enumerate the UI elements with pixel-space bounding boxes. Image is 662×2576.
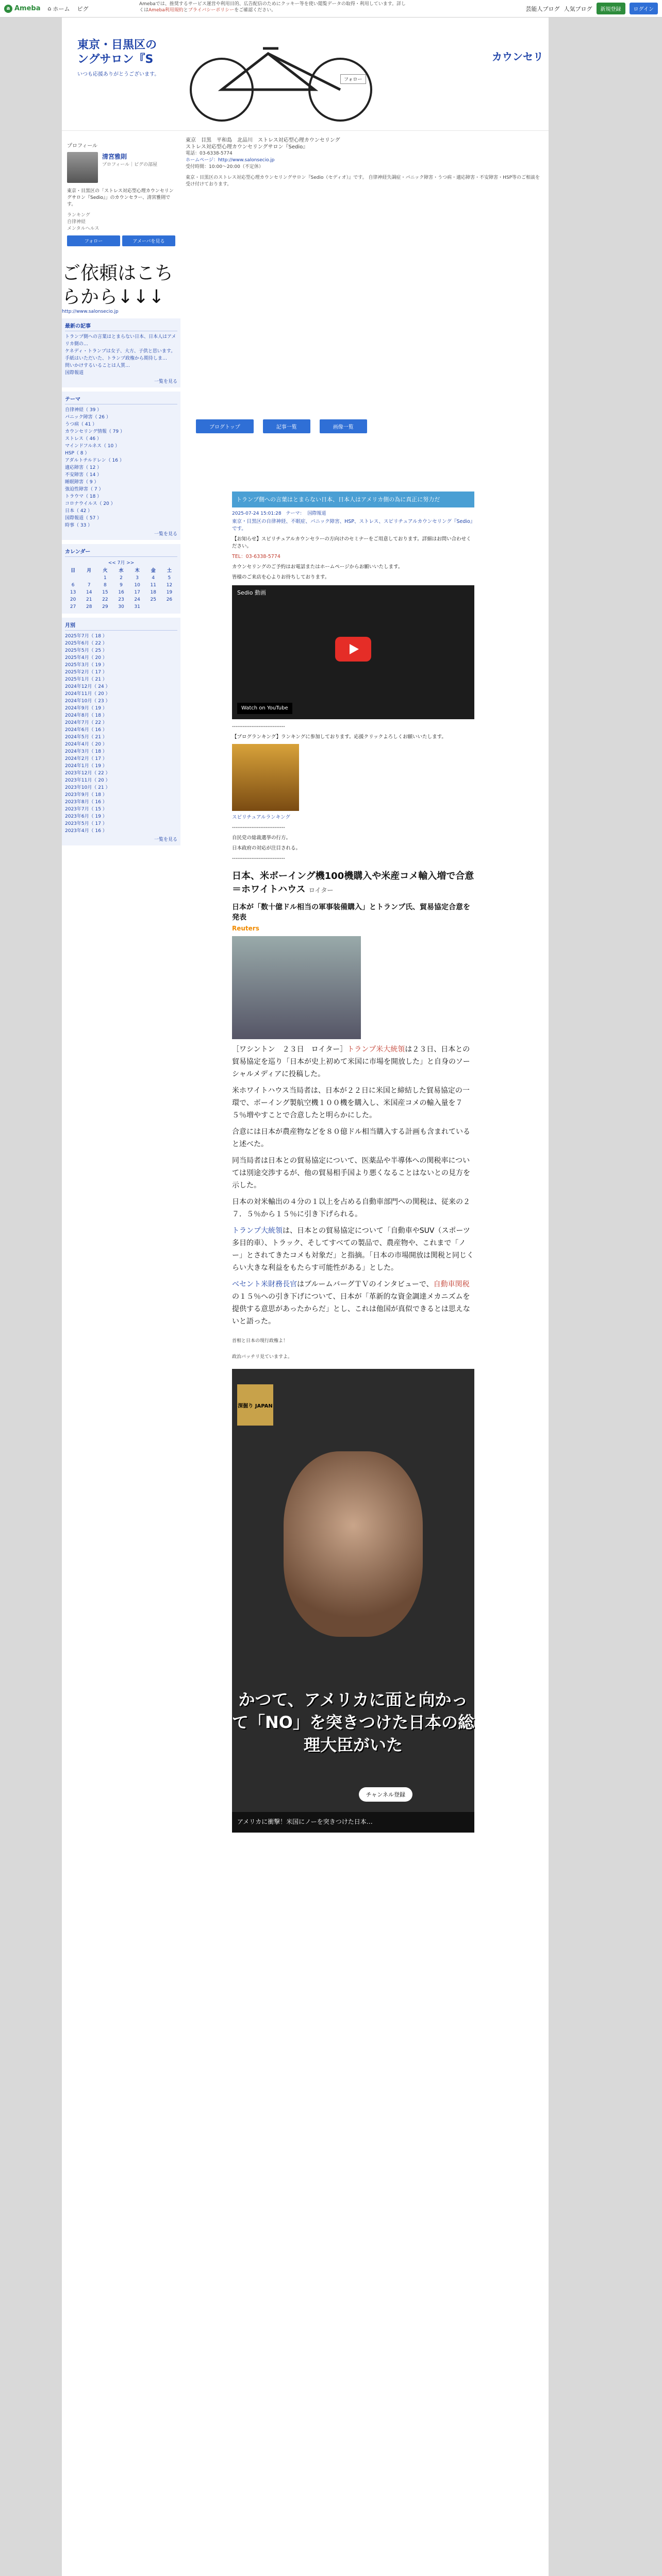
video-title: Sedio 動画 xyxy=(237,589,267,596)
bessent-link[interactable]: ベセント米財務長官 xyxy=(232,1280,297,1289)
archive-item[interactable]: 2023年9月（ 18 ） xyxy=(65,792,107,798)
archive-item[interactable]: 2024年3月（ 18 ） xyxy=(65,749,107,754)
calendar-day[interactable]: 25 xyxy=(150,597,156,602)
article-body xyxy=(232,518,474,862)
calendar-day[interactable]: 2 xyxy=(120,575,123,581)
archive-item[interactable]: 2024年6月（ 16 ） xyxy=(65,727,107,733)
article-small: 自民党の総裁選挙の行方。 xyxy=(232,835,291,841)
calendar-title: カレンダー xyxy=(65,547,177,557)
article xyxy=(232,492,474,1833)
ranking-link[interactable]: スピリチュアルランキング xyxy=(232,815,290,820)
theme-item[interactable]: うつ病（ 41 ） xyxy=(65,422,97,427)
info-line: ストレス対応型心理カウンセリングサロン『Sedio』 xyxy=(186,144,308,150)
theme-title: テーマ xyxy=(65,395,177,404)
theme-item[interactable]: ストレス（ 46 ） xyxy=(65,436,102,442)
article-small: 政治バッチリ見ていますよ。 xyxy=(232,1354,293,1360)
calendar-day[interactable]: 20 xyxy=(70,597,76,602)
request-url[interactable]: http://www.salonsecio.jp xyxy=(62,309,119,314)
profile-box xyxy=(62,136,180,251)
nav-popular[interactable]: 人気ブログ xyxy=(564,5,592,12)
profile-sub[interactable]: プロフィール｜ピグの部屋 xyxy=(102,162,158,167)
calendar-day[interactable]: 30 xyxy=(118,604,124,609)
news-paragraph: 同当局者は日本との貿易協定について、医薬品や半導体への関税率については別途交渉するが、他の貿易相手国より悪くなることはないとの見方を示した。 xyxy=(232,1157,470,1190)
nav-home[interactable]: ⌂ ホーム xyxy=(47,5,70,12)
video-caption: かつて、アメリカに面と向かって「NO」を突きつけた日本の総理大臣がいた xyxy=(232,1690,474,1755)
privacy-link[interactable]: プライバシーポリシー xyxy=(188,8,235,13)
menu-image-list[interactable]: 画像一覧 xyxy=(320,419,367,433)
news-paragraph: ベセント米財務長官はブルームバーグＴＶのインタビューで、自動車関税の１５％への引き下げについて、日本が「革新的な資金調達メカニズムを提供する意思があったからだ」とし、これは他国が真似できるとは思えないと語った。 xyxy=(232,1280,470,1326)
calendar-day[interactable]: 27 xyxy=(70,604,76,609)
archive-item[interactable]: 2024年4月（ 20 ） xyxy=(65,742,107,747)
nav-pigg[interactable]: ピグ xyxy=(77,5,89,12)
theme-item[interactable]: 時事（ 33 ） xyxy=(65,523,93,528)
recent-post-item[interactable]: 国際報道 xyxy=(65,370,84,376)
channel-badge: 深掘り JAPAN xyxy=(237,1384,273,1426)
info-phone: 電話：03-6338-5774 xyxy=(186,151,233,156)
auto-tariff-link[interactable]: 自動車関税 xyxy=(433,1280,470,1289)
video-footer-title[interactable]: アメリカに衝撃！米国にノーを突きつけた日本… xyxy=(232,1812,474,1833)
login-button[interactable]: ログイン xyxy=(630,3,658,14)
article-date: 2025-07-24 15:01:28 xyxy=(232,511,282,516)
weekday-label: 水 xyxy=(119,568,124,573)
theme-item[interactable]: 不安障害（ 14 ） xyxy=(65,472,102,478)
subscribe-button[interactable]: チャンネル登録 xyxy=(359,1787,412,1802)
recent-post-item[interactable]: トランプ側への言葉はとまらない日本、日本人はアメリカ側の… xyxy=(65,334,176,347)
theme-item[interactable]: アダルトチルドレン（ 16 ） xyxy=(65,458,124,463)
menu-article-list[interactable]: 記事一覧 xyxy=(263,419,310,433)
calendar-month[interactable]: << 7月 >> xyxy=(108,561,135,566)
blog-title-right: カウンセリ xyxy=(492,50,543,63)
recent-posts xyxy=(62,318,180,387)
calendar-day[interactable]: 12 xyxy=(166,583,173,588)
theme-item[interactable]: 日本（ 42 ） xyxy=(65,509,93,514)
article-small: 日本政府の対応が注目される。 xyxy=(232,845,301,851)
archive-item[interactable]: 2023年5月（ 17 ） xyxy=(65,821,107,826)
youtube-embed[interactable] xyxy=(232,585,474,719)
archive-item[interactable]: 2025年2月（ 17 ） xyxy=(65,670,107,675)
blog-info xyxy=(186,137,541,188)
theme-item[interactable]: 国際報道（ 57 ） xyxy=(65,516,102,521)
theme-item[interactable]: コロナウイルス（ 20 ） xyxy=(65,501,115,506)
more-link[interactable]: 一覧を見る xyxy=(154,532,177,537)
youtube-embed-2[interactable] xyxy=(232,1369,474,1833)
archive-item[interactable]: 2024年2月（ 17 ） xyxy=(65,756,107,761)
ranking-text: 【ブログランキング】ランキングに参加しております。応援クリックよろしくお願いいたします。 xyxy=(232,734,446,740)
article-divider: ------------------------------ xyxy=(232,856,285,861)
article-theme[interactable]: 国際報道 xyxy=(307,511,326,516)
calendar-day[interactable]: 24 xyxy=(134,597,140,602)
calendar-day[interactable]: 4 xyxy=(152,575,155,581)
calendar-day[interactable]: 18 xyxy=(150,590,156,595)
calendar-day xyxy=(81,574,97,582)
archive-item[interactable]: 2024年11月（ 20 ） xyxy=(65,691,110,697)
reuters-logo: Reuters xyxy=(232,925,259,932)
info-hours: 受付時間：10:00〜20:00（不定休） xyxy=(186,164,263,170)
profile-bio: 東京・目黒区の「ストレス対応型心理カウンセリングサロン『Sedio』」のカウンセラー、清宮雅則です。 xyxy=(67,189,174,207)
calendar xyxy=(62,544,180,614)
calendar-day[interactable]: 10 xyxy=(134,583,140,588)
calendar-day xyxy=(161,603,177,611)
theme-list xyxy=(62,392,180,540)
info-line: 東京 目黒 平和島 北品川 ストレス対応型心理カウンセリング xyxy=(186,138,340,143)
calendar-day[interactable]: 11 xyxy=(150,583,156,588)
profile-name[interactable]: 清宮雅則 xyxy=(102,153,127,160)
header-follow-button[interactable]: フォロー xyxy=(340,74,366,84)
archive-item[interactable]: 2023年4月（ 16 ） xyxy=(65,828,107,834)
article-paragraph: 皆様のご来店を心よりお待ちしております。 xyxy=(232,574,330,580)
info-body: 東京・目黒区のストレス対応型心理カウンセリングサロン『Sedio（セディオ）』です。 自律神経失調症・パニック障害・うつ病・適応障害・不安障害・HSP等のご相談を受け付けております。 xyxy=(186,175,540,187)
calendar-day[interactable]: 7 xyxy=(87,583,91,588)
calendar-day xyxy=(65,574,81,582)
theme-item[interactable]: 強迫性障害（ 7 ） xyxy=(65,487,104,492)
news-paragraph: 日本の対米輸出の４分の１以上を占める自動車部門への関税は、従来の２７．５％から１５％に引き下げられる。 xyxy=(232,1198,470,1218)
ranking-item[interactable]: メンタルヘルス xyxy=(67,226,100,231)
archive-item[interactable]: 2025年4月（ 20 ） xyxy=(65,655,107,660)
ranking-item[interactable]: 自律神経 xyxy=(67,219,86,225)
calendar-day[interactable]: 26 xyxy=(166,597,173,602)
blog-menu xyxy=(196,419,367,433)
topbar-nav xyxy=(48,5,89,13)
blog-page xyxy=(62,18,549,2576)
theme-item[interactable]: パニック障害（ 26 ） xyxy=(65,415,111,420)
calendar-day[interactable]: 15 xyxy=(102,590,108,595)
topbar-right xyxy=(526,3,658,14)
news-paragraph: 合意には日本が農産物などを８０億ドル相当購入する計画も含まれていると述べた。 xyxy=(232,1128,470,1148)
calendar-day[interactable]: 6 xyxy=(71,583,75,588)
recent-post-item[interactable]: 問いかけするいることは人質… xyxy=(65,363,130,368)
archive-item[interactable]: 2024年10月（ 23 ） xyxy=(65,699,110,704)
theme-label: テーマ： xyxy=(286,511,305,516)
nav-celebrity[interactable]: 芸能人ブログ xyxy=(525,5,560,12)
news-embed xyxy=(232,870,474,1833)
archive-item[interactable]: 2024年12月（ 24 ） xyxy=(65,684,110,689)
calendar-day xyxy=(145,603,161,611)
calendar-day[interactable]: 8 xyxy=(103,583,107,588)
blog-title[interactable]: 東京・目黒区の ングサロン『S xyxy=(77,39,157,66)
ameba-logo[interactable] xyxy=(4,5,41,13)
trump-link[interactable]: トランプ米大統領 xyxy=(347,1045,405,1054)
archive-item[interactable]: 2023年12月（ 22 ） xyxy=(65,771,110,776)
ameba-view-button[interactable]: アメーバを見る xyxy=(122,235,175,246)
archive-item[interactable]: 2024年7月（ 22 ） xyxy=(65,720,107,725)
recent-post-item[interactable]: ケネディ・トランプは女子、大方、子供と思います。 xyxy=(65,349,176,354)
sidebar xyxy=(62,136,180,850)
article-intro: 東京・目黒区の自律神経、不眠症、パニック障害、HSP、ストレス、スピリチュアルカウンセリング『Sedio』です。 xyxy=(232,519,473,532)
archive-title: 月別 xyxy=(65,621,177,631)
trump-link[interactable]: トランプ大統領 xyxy=(232,1227,283,1235)
recent-posts-title: 最新の記事 xyxy=(65,321,177,331)
article-divider: ------------------------------ xyxy=(232,724,285,730)
article-paragraph: 【お知らせ】スピリチュアルカウンセラーの方向けのセミナーをご用意しております。詳細はお問い合わせください。 xyxy=(232,536,471,549)
calendar-day[interactable]: 17 xyxy=(134,590,140,595)
theme-item[interactable]: マインドフルネス（ 10 ） xyxy=(65,444,120,449)
calendar-day[interactable]: 14 xyxy=(86,590,92,595)
archive-item[interactable]: 2025年6月（ 22 ） xyxy=(65,641,107,646)
theme-item[interactable]: HSP（ 8 ） xyxy=(65,451,90,456)
news-title[interactable]: 日本、米ボーイング機100機購入や米産コメ輸入増で合意＝ホワイトハウス ロイター xyxy=(232,871,474,895)
news-paragraph: ［ワシントン ２３日 ロイター］トランプ米大統領は２３日、日本との貿易協定を巡り「日本が史上初めて米国に市場を開放した」と自身のソーシャルメディアに投稿した。 xyxy=(232,1045,470,1078)
article-tel: TEL：03-6338-5774 xyxy=(232,554,280,560)
blog-description: いつも応援ありがとうございます。 xyxy=(77,72,160,77)
video-thumbnail-face xyxy=(284,1451,423,1637)
request-banner[interactable]: ご依頼はこち らから↓↓↓ xyxy=(62,263,174,308)
play-icon[interactable] xyxy=(335,637,371,662)
archive-item[interactable]: 2024年5月（ 21 ） xyxy=(65,735,107,740)
ranking-banner-image[interactable] xyxy=(232,744,299,811)
news-paragraph: トランプ大統領は、日本との貿易協定について「自動車やSUV（スポーツ多目的車）、トラック、そしてすべての製品で、農産物や、これまで「ノー」とされてきたコメも対象だ」と指摘。「日本の市場開放は関税と同じくらい大きな利益をもたらす可能性がある」とした。 xyxy=(232,1227,474,1272)
calendar-day[interactable]: 22 xyxy=(102,597,108,602)
profile-heading: プロフィール xyxy=(67,143,97,149)
menu-blog-top[interactable]: ブログトップ xyxy=(196,419,254,433)
ameba-logo-text: Ameba xyxy=(14,5,41,12)
archive-item[interactable]: 2024年9月（ 19 ） xyxy=(65,706,107,711)
blog-header xyxy=(62,18,549,131)
archive-item[interactable]: 2025年1月（ 21 ） xyxy=(65,677,107,682)
weekday-label: 土 xyxy=(167,568,172,573)
recent-post-item[interactable]: 手紙はいただいた、トランプ政権から期待しま… xyxy=(65,356,168,361)
theme-item[interactable]: 自律神経（ 39 ） xyxy=(65,408,102,413)
home-icon: ⌂ xyxy=(47,5,52,12)
archive-item[interactable]: 2025年5月（ 25 ） xyxy=(65,648,107,653)
signup-button[interactable]: 新規登録 xyxy=(597,3,625,14)
cookie-notice: Amebaでは、推奨するサービス運営や利用目的、広告配信のためにクッキー等を使い閲覧データの取得・利用しています。詳しくはAmeba利用規約とプライバシーポリシーをご確認ください。 xyxy=(139,2,406,13)
weekday-label: 金 xyxy=(151,568,156,573)
calendar-day[interactable]: 19 xyxy=(166,590,173,595)
ameba-logo-icon: a xyxy=(4,5,12,13)
news-subtitle[interactable]: 日本が「数十億ドル相当の軍事装備購入」とトランプ氏、貿易協定合意を発表 xyxy=(232,903,470,922)
weekday-label: 日 xyxy=(71,568,76,573)
calendar-day[interactable]: 9 xyxy=(120,583,123,588)
archive-list xyxy=(62,618,180,845)
avatar[interactable] xyxy=(67,152,98,183)
calendar-day[interactable]: 3 xyxy=(136,575,139,581)
archive-item[interactable]: 2024年8月（ 18 ） xyxy=(65,713,107,718)
archive-item[interactable]: 2023年10月（ 21 ） xyxy=(65,785,110,790)
calendar-day[interactable]: 21 xyxy=(86,597,92,602)
weekday-label: 月 xyxy=(87,568,92,573)
archive-item[interactable]: 2025年3月（ 19 ） xyxy=(65,663,107,668)
archive-item[interactable]: 2023年8月（ 16 ） xyxy=(65,800,107,805)
info-homepage[interactable]: ホームページ：http://www.salonsecio.jp xyxy=(186,158,275,163)
archive-item[interactable]: 2023年11月（ 20 ） xyxy=(65,778,110,783)
news-photo xyxy=(232,936,361,1039)
more-link[interactable]: 一覧を見る xyxy=(154,379,177,384)
article-small: 首相と日本の現行政権よ！ xyxy=(232,1338,288,1344)
terms-link[interactable]: Ameba利用規約 xyxy=(148,8,184,13)
watch-on-youtube[interactable]: Watch on YouTube xyxy=(237,703,292,714)
calendar-day[interactable]: 31 xyxy=(134,604,140,609)
theme-item[interactable]: トラウマ（ 18 ） xyxy=(65,494,102,499)
calendar-day[interactable]: 29 xyxy=(102,604,108,609)
calendar-day[interactable]: 28 xyxy=(86,604,92,609)
calendar-table xyxy=(65,566,177,611)
article-paragraph: カウンセリングのご予約はお電話またはホームページからお願いいたします。 xyxy=(232,564,403,570)
archive-item[interactable]: 2024年1月（ 19 ） xyxy=(65,764,107,769)
news-paragraph: 米ホワイトハウス当局者は、日本が２２日に米国と締結した貿易協定の一環で、ボーイング製航空機１００機を購入し、米国産コメの輸入量を７５％増やすことで合意したと明らかにした。 xyxy=(232,1087,470,1120)
more-link[interactable]: 一覧を見る xyxy=(154,837,177,842)
ranking-label: ランキング xyxy=(67,213,90,218)
calendar-day[interactable]: 13 xyxy=(70,590,76,595)
archive-item[interactable]: 2023年7月（ 15 ） xyxy=(65,807,107,812)
calendar-day[interactable]: 1 xyxy=(103,575,107,581)
theme-item[interactable]: 適応障害（ 12 ） xyxy=(65,465,102,470)
archive-item[interactable]: 2023年6月（ 19 ） xyxy=(65,814,107,819)
theme-item[interactable]: カウンセリング情報（ 79 ） xyxy=(65,429,125,434)
weekday-label: 火 xyxy=(103,568,108,573)
article-divider: ------------------------------ xyxy=(232,825,285,831)
follow-button[interactable]: フォロー xyxy=(67,235,120,246)
calendar-day[interactable]: 23 xyxy=(118,597,124,602)
calendar-day[interactable]: 5 xyxy=(168,575,171,581)
calendar-day[interactable]: 16 xyxy=(118,590,124,595)
archive-item[interactable]: 2025年7月（ 18 ） xyxy=(65,634,107,639)
theme-item[interactable]: 睡眠障害（ 9 ） xyxy=(65,480,99,485)
weekday-label: 木 xyxy=(135,568,140,573)
article-title[interactable]: トランプ側への言葉はとまらない日本、日本人はアメリカ側の為に真正に努力だ xyxy=(232,492,474,507)
article-meta xyxy=(232,507,474,518)
